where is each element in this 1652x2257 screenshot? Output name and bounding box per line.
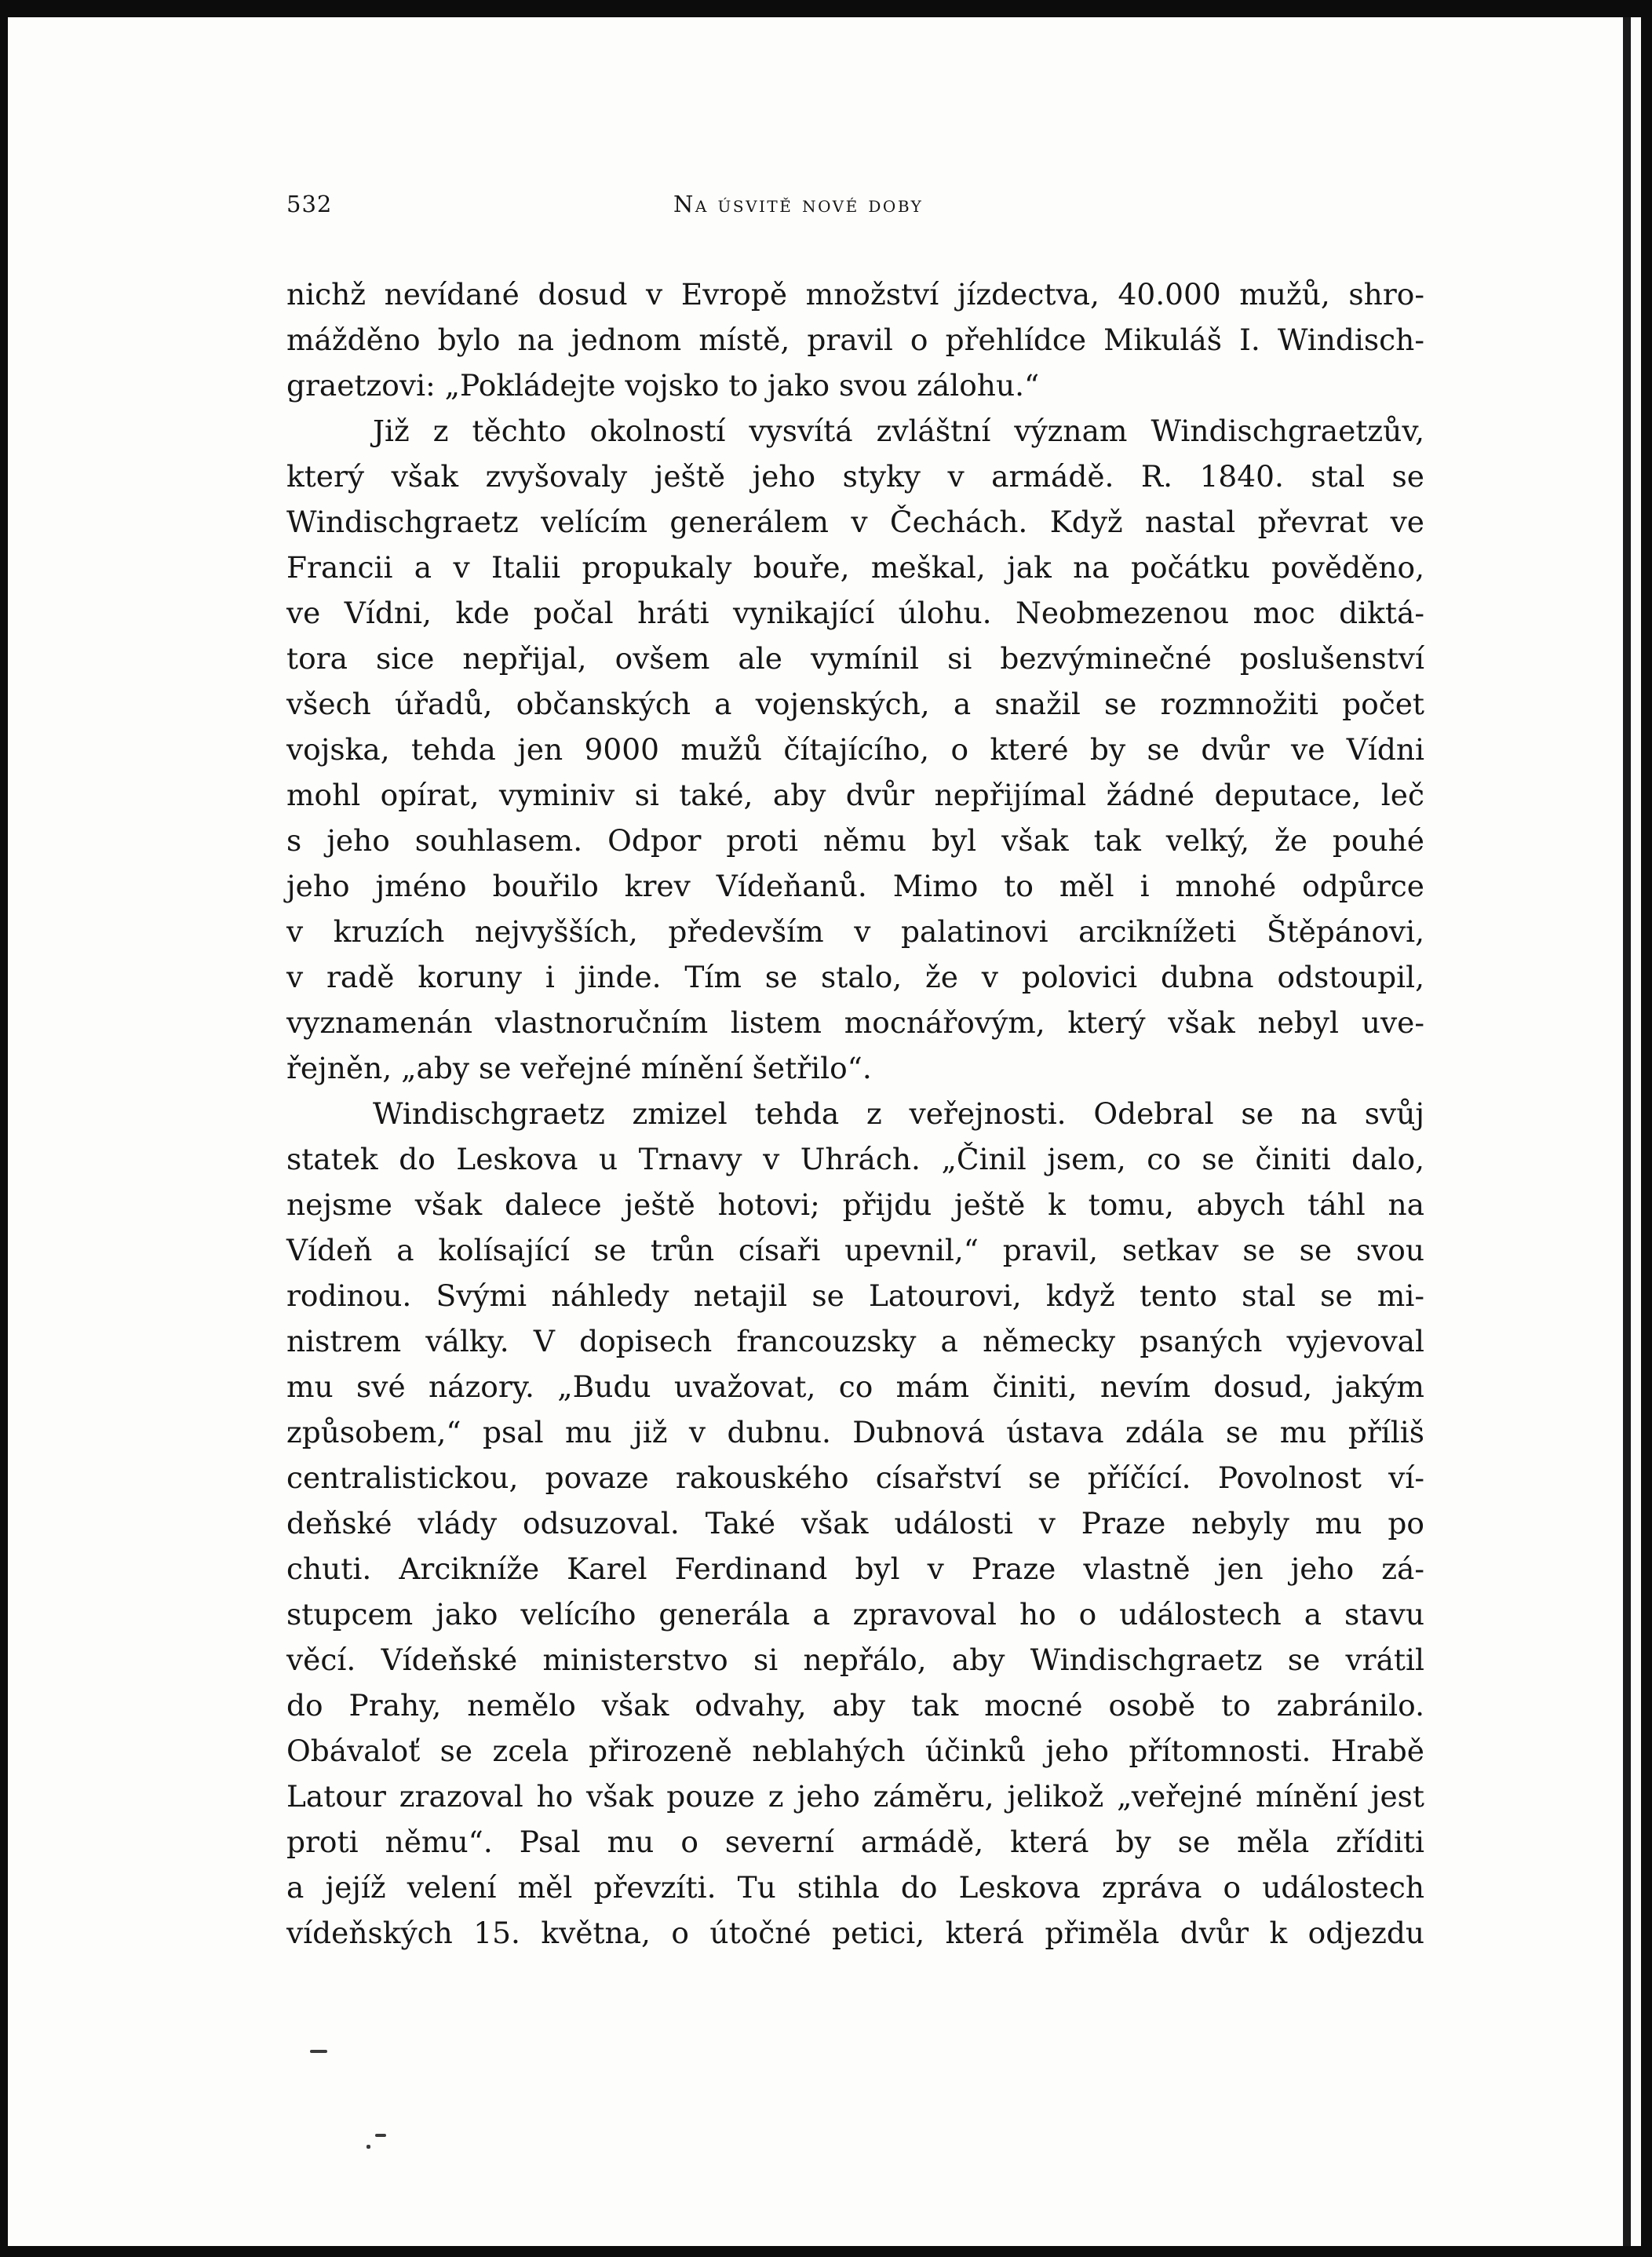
paragraph [286,272,1424,408]
text-line: mážděno bylo na jednom místě, pravil o přehlídce Mikuláš I. Windisch- [286,323,1424,357]
text-line: Vídeň a kolísající se trůn císaři upevnil,“ pravil, setkav se se svou [286,1233,1424,1267]
text-line: v kruzích nejvyšších, především v palatinovi arciknížeti Štěpánovi, [286,914,1424,949]
text-line: Již z těchto okolností vysvítá zvláštní význam Windischgraetzův, [373,414,1424,448]
scan-speck [367,2145,370,2149]
text-line: do Prahy, nemělo však odvahy, aby tak mocné osobě to zabránilo. [286,1688,1424,1723]
gutter-rule [1623,17,1631,2246]
text-line: způsobem,“ psal mu již v dubnu. Dubnová ústava zdála se mu příliš [286,1415,1424,1449]
scan-speck [310,2050,327,2053]
text-line: Francii a v Italii propukaly bouře, meškal, jak na počátku pověděno, [286,550,1424,585]
text-line: centralistickou, povaze rakouského císařství se příčící. Povolnost ví- [286,1460,1424,1495]
scan-speck [375,2134,386,2137]
text-line: Windischgraetz zmizel tehda z veřejnosti. Odebral se na svůj [373,1096,1424,1131]
text-line: chuti. Arcikníže Karel Ferdinand byl v Praze vlastně jen jeho zá- [286,1551,1424,1586]
paragraph [286,408,1424,1091]
text-line: ve Vídni, kde počal hráti vynikající úlohu. Neobmezenou moc diktá- [286,596,1424,630]
text-line: rodinou. Svými náhledy netajil se Latourovi, když tento stal se mi- [286,1278,1424,1313]
text-line: řejněn, „aby se veřejné mínění šetřilo“. [286,1051,872,1085]
text-line: nejsme však dalece ještě hotovi; přijdu ještě k tomu, abych táhl na [286,1187,1424,1222]
text-line: věcí. Vídeňské ministerstvo si nepřálo, aby Windischgraetz se vrátil [286,1643,1424,1677]
text-line: všech úřadů, občanských a vojenských, a snažil se rozmnožiti počet [286,687,1424,721]
text-line: nistrem války. V dopisech francouzsky a německy psaných vyjevoval [286,1324,1424,1358]
text-line: s jeho souhlasem. Odpor proti němu byl však tak velký, že pouhé [286,823,1424,858]
text-line: a jejíž velení měl převzíti. Tu stihla do Leskova zpráva o událostech [286,1870,1424,1905]
text-line: stupcem jako velícího generála a zpravoval ho o událostech a stavu [286,1597,1424,1632]
text-line: v radě koruny i jinde. Tím se stalo, že v polovici dubna odstoupil, [286,960,1424,994]
text-line: vídeňských 15. května, o útočné petici, která přiměla dvůr k odjezdu [286,1916,1424,1950]
text-line: graetzovi: „Pokládejte vojsko to jako svou zálohu.“ [286,368,1040,403]
text-line: nichž nevídané dosud v Evropě množství jízdectva, 40.000 mužů, shro- [286,277,1424,312]
text-line: Windischgraetz velícím generálem v Čechách. Když nastal převrat ve [286,505,1424,539]
text-line: deňské vlády odsuzoval. Také však události v Praze nebyly mu po [286,1506,1424,1541]
text-line: jeho jméno bouřilo krev Vídeňanů. Mimo to měl i mnohé odpůrce [286,869,1424,903]
book-page [286,0,1424,2257]
body-text [286,272,1424,1956]
text-line: tora sice nepřijal, ovšem ale vymínil si bezvýminečné poslušenství [286,641,1424,676]
text-line: který však zvyšovaly ještě jeho styky v armádě. R. 1840. stal se [286,459,1424,494]
running-title: Na úsvitě nové doby [673,191,924,217]
text-line: mu své názory. „Budu uvažovat, co mám činiti, nevím dosud, jakým [286,1369,1424,1404]
page-number: 532 [286,191,333,217]
text-line: proti němu“. Psal mu o severní armádě, která by se měla zříditi [286,1825,1424,1859]
text-line: vyznamenán vlastnoručním listem mocnářovým, který však nebyl uve- [286,1005,1424,1040]
text-line: Obávaloť se zcela přirozeně neblahých účinků jeho přítomnosti. Hrabě [286,1734,1424,1768]
text-line: vojska, tehda jen 9000 mužů čítajícího, o které by se dvůr ve Vídni [286,732,1424,767]
text-line: mohl opírat, vyminiv si také, aby dvůr nepřijímal žádné deputace, leč [286,778,1424,812]
text-line: Latour zrazoval ho však pouze z jeho záměru, jelikož „veřejné mínění jest [286,1779,1424,1814]
text-line: statek do Leskova u Trnavy v Uhrách. „Činil jsem, co se činiti dalo, [286,1142,1424,1176]
running-head [286,191,1424,222]
paragraph [286,1091,1424,1956]
